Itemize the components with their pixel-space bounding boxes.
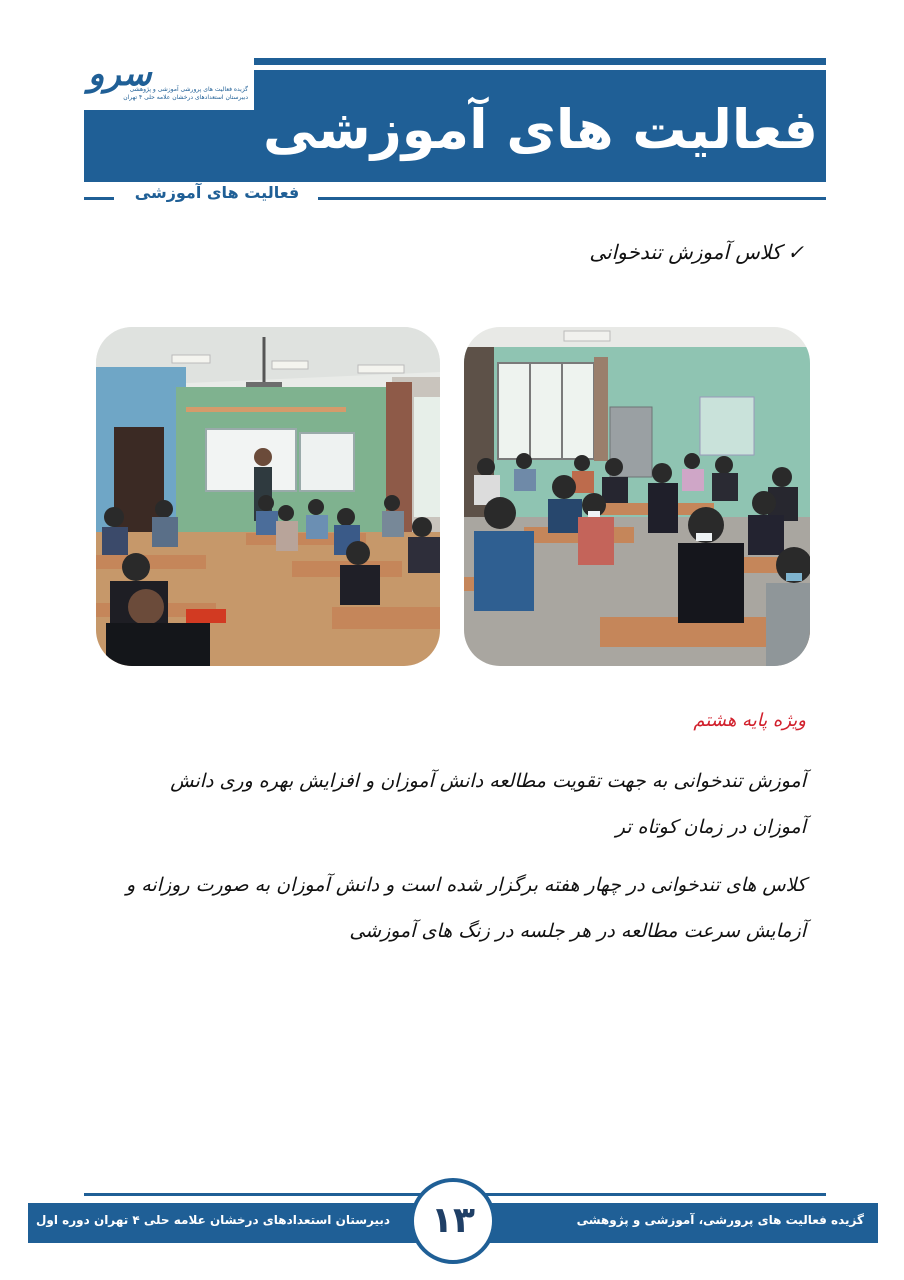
classroom-photo-teacher-image xyxy=(96,327,440,666)
subheader-rule-left xyxy=(84,197,114,200)
classroom-photo-students xyxy=(464,327,810,666)
footer-publication-text: گزیده فعالیت های پرورشی، آموزشی و پژوهشی xyxy=(576,1213,864,1227)
logo-subtitle-1: گزیده فعالیت های پرورشی آموزشی و پژوهشی xyxy=(129,86,248,93)
class-heading xyxy=(589,240,804,264)
footer-school-text: دبیرستان استعدادهای درخشان علامه حلی ۴ تهران دوره اول xyxy=(36,1213,391,1227)
logo: سرو xyxy=(88,54,152,94)
class-heading-text: کلاس آموزش تندخوانی xyxy=(589,240,782,264)
logo-subtitle-2: دبیرستان استعدادهای درخشان علامه حلی ۴ تهران xyxy=(123,94,248,101)
subheader-rule-right xyxy=(318,197,826,200)
page-title: فعالیت های آموزشی xyxy=(262,98,818,161)
checkmark-icon: ✓ xyxy=(787,240,804,264)
page-number: ۱۳ xyxy=(431,1200,475,1241)
classroom-photo-teacher xyxy=(96,327,440,666)
grade-label: ویژه پایه هشتم xyxy=(693,710,806,731)
description-paragraph-1: آموزش تندخوانی به جهت تقویت مطالعه دانش آموزان و افزایش بهره وری دانش آموزان در زمان کوتاه تر xyxy=(170,770,806,838)
classroom-photo-students-image xyxy=(464,327,810,666)
description-paragraph-2: کلاس های تندخوانی در چهار هفته برگزار شده است و دانش آموزان به صورت روزانه و آزمایش سرعت مطالعه در هر جلسه در زنگ های آموزشی xyxy=(126,874,806,942)
section-subtitle: فعالیت های آموزشی xyxy=(134,183,300,202)
